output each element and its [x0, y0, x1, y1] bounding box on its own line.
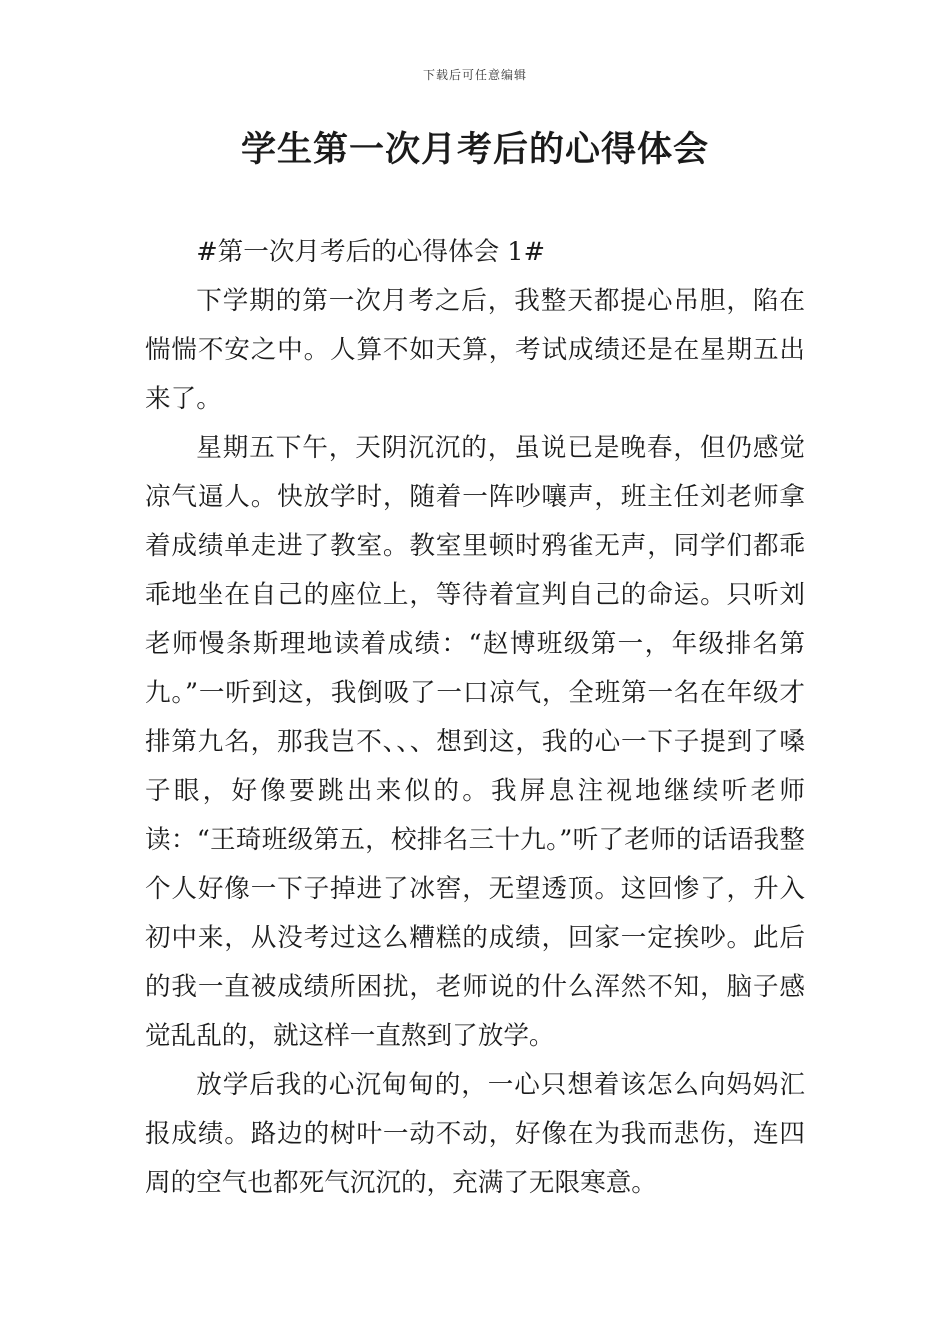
document-title: 学生第一次月考后的心得体会 [240, 130, 709, 170]
section-heading: #第一次月考后的心得体会 1# [196, 237, 546, 267]
document-body [145, 228, 805, 1208]
paragraph: 放学后我的心沉甸甸的，一心只想着该怎么向妈妈汇报成绩。路边的树叶一动不动，好像在为我而悲伤，连四周的空气也都死气沉沉的，充满了无限寒意。 [145, 1070, 805, 1198]
paragraph: 星期五下午，天阴沉沉的，虽说已是晚春，但仍感觉凉气逼人。快放学时，随着一阵吵嚷声，班主任刘老师拿着成绩单走进了教室。教室里顿时鸦雀无声，同学们都乖乖地坐在自己的座位上，等待着宣判自己的命运。只听刘老师慢条斯理地读着成绩：“赵博班级第一，年级排名第九。”一听到这，我倒吸了一口凉气，全班第一名在年级才排第九名，那我岂不、、、想到这，我的心一下子提到了嗓子眼，好像要跳出来似的。我屏息注视地继续听老师读：“王琦班级第五，校排名三十九。”听了老师的话语我整个人好像一下子掉进了冰窖，无望透顶。这回惨了，升入初中来，从没考过这么糟糕的成绩，回家一定挨吵。此后的我一直被成绩所困扰，老师说的什么浑然不知，脑子感觉乱乱的，就这样一直熬到了放学。 [145, 433, 805, 1051]
header-note: 下载后可任意编辑 [422, 68, 527, 82]
paragraph: 下学期的第一次月考之后，我整天都提心吊胆，陷在惴惴不安之中。人算不如天算，考试成绩还是在星期五出来了。 [145, 286, 805, 414]
